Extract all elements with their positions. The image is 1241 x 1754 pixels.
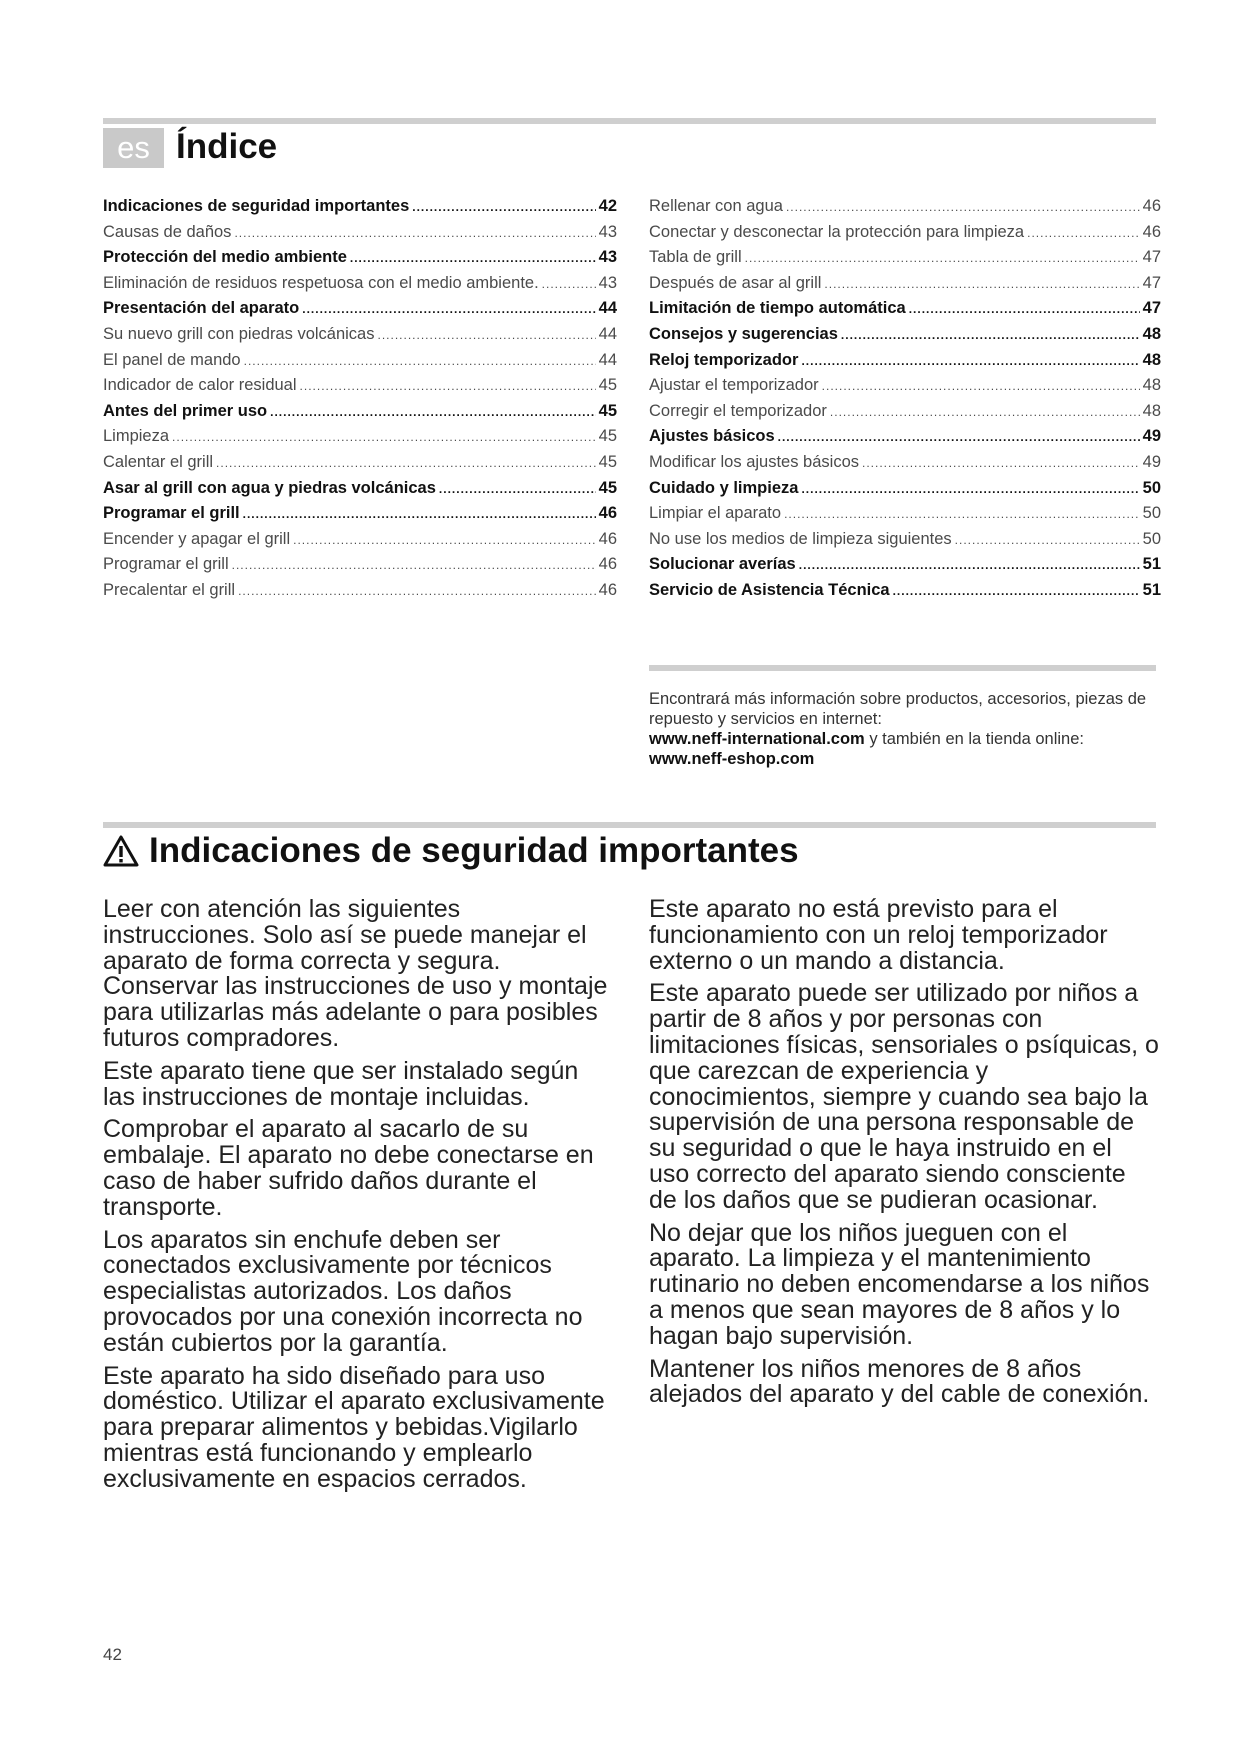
toc-page-number: 45 (598, 478, 617, 497)
toc-entry[interactable] (103, 552, 617, 578)
toc-entry[interactable] (103, 271, 617, 297)
toc-leader-dots (801, 349, 1139, 375)
toc-entry-title: Antes del primer uso (103, 401, 268, 420)
toc-page-number: 50 (1142, 504, 1161, 523)
toc-entry[interactable] (103, 399, 617, 425)
toc-leader-dots (801, 477, 1139, 503)
toc-entry-title: Modificar los ajustes básicos (649, 452, 860, 471)
toc-page-number: 51 (1142, 555, 1161, 574)
toc-entry[interactable] (649, 552, 1161, 578)
toc-entry[interactable] (103, 501, 617, 527)
toc-leader-dots (830, 400, 1140, 426)
toc-entry-title: Limpiar el aparato (649, 504, 782, 523)
warning-triangle-icon (103, 835, 139, 867)
toc-page-number: 45 (598, 452, 617, 471)
toc-entry-title: Indicador de calor residual (103, 376, 297, 395)
toc-page-number: 44 (598, 324, 617, 343)
toc-entry[interactable] (103, 578, 617, 604)
toc-entry-title: Causas de daños (103, 222, 232, 241)
page-title: Índice (176, 127, 278, 166)
toc-page-number: 48 (1142, 350, 1161, 369)
toc-entry[interactable] (103, 220, 617, 246)
toc-entry[interactable] (103, 194, 617, 220)
toc-entry-title: El panel de mando (103, 350, 241, 369)
toc-page-number: 44 (598, 299, 617, 318)
toc-entry-title: Ajustar el temporizador (649, 376, 819, 395)
safety-paragraph: Leer con atención las siguientes instrucciones. Solo así se puede manejar el aparato de forma correcta y segura. Conservar las instrucciones de uso y montaje para utilizarlas más adelante o para posibles futuros compradores. (103, 895, 608, 1052)
toc-entry[interactable] (649, 373, 1161, 399)
toc-entry[interactable] (103, 527, 617, 553)
toc-leader-dots (412, 195, 595, 221)
toc-leader-dots (784, 502, 1140, 528)
safety-paragraph: Mantener los niños menores de 8 años alejados del aparato y del cable de conexión. (649, 1354, 1150, 1409)
safety-paragraph: Comprobar el aparato al sacarlo de su embalaje. El aparato no debe conectarse en caso de haber sufrido daños durante el transporte. (103, 1115, 594, 1221)
toc-entry[interactable] (649, 578, 1161, 604)
toc-page-number: 51 (1142, 580, 1161, 599)
toc-leader-dots (350, 246, 596, 272)
toc-entry-title: Su nuevo grill con piedras volcánicas (103, 324, 375, 343)
toc-leader-dots (238, 579, 596, 605)
toc-leader-dots (893, 579, 1140, 605)
info-paragraph (649, 689, 1154, 769)
toc-entry-title: Protección del medio ambiente (103, 248, 347, 267)
toc-entry[interactable] (649, 450, 1161, 476)
toc-entry[interactable] (649, 348, 1161, 374)
toc-leader-dots (302, 297, 595, 323)
toc-entry-title: Después de asar al grill (649, 273, 822, 292)
safety-paragraph: No dejar que los niños jueguen con el aparato. La limpieza y el mantenimiento rutinario no deben encomendarse a los niños a menos que sean mayores de 8 años y lo hagan bajo supervisión. (649, 1218, 1150, 1350)
toc-page-number: 48 (1142, 376, 1161, 395)
toc-entry[interactable] (649, 194, 1161, 220)
toc-entry-title: Servicio de Asistencia Técnica (649, 580, 890, 599)
info-box (649, 689, 1154, 769)
toc-page-number: 45 (598, 427, 617, 446)
info-text: Encontrará más información sobre productos, accesorios, piezas de repuesto y servicios en internet: (649, 690, 1147, 728)
toc-leader-dots (234, 221, 595, 247)
toc-leader-dots (270, 400, 596, 426)
toc-entry[interactable] (649, 271, 1161, 297)
toc-page-number: 44 (598, 350, 617, 369)
toc-page-number: 43 (598, 222, 617, 241)
toc-entry[interactable] (649, 399, 1161, 425)
toc-entry-title: Limitación de tiempo automática (649, 299, 906, 318)
toc-entry-title: No use los medios de limpieza siguientes (649, 529, 952, 548)
toc-leader-dots (745, 246, 1140, 272)
toc-leader-dots (955, 528, 1140, 554)
toc-left-column (103, 194, 617, 604)
safety-left-column (103, 897, 613, 1500)
toc-entry-title: Cuidado y limpieza (649, 478, 799, 497)
toc-page-number: 47 (1142, 273, 1161, 292)
toc-leader-dots (216, 451, 596, 477)
toc-leader-dots (232, 553, 596, 579)
safety-heading (103, 826, 799, 876)
toc-entry-title: Consejos y sugerencias (649, 324, 838, 343)
toc-leader-dots (293, 528, 596, 554)
toc-entry-title: Indicaciones de seguridad importantes (103, 197, 410, 215)
safety-paragraph: Los aparatos sin enchufe deben ser conectados exclusivamente por técnicos especialistas autorizados. Los daños provocados por una conexión incorrecta no están cubiertos por la garantía. (103, 1225, 583, 1357)
toc-entry-title: Ajustes básicos (649, 427, 775, 446)
toc-entry[interactable] (103, 322, 617, 348)
toc-entry-title: Solucionar averías (649, 555, 796, 574)
toc-entry[interactable] (103, 373, 617, 399)
safety-paragraph: Este aparato puede ser utilizado por niños a partir de 8 años y por personas con limitaciones físicas, sensoriales o psíquicas, o que carezcan de experiencia y conocimientos, siempre y cuando sea bajo la supervisión de una persona responsable de su seguridad o que le haya instruido en el uso correcto del aparato siendo consciente de los daños que se pudieran ocasionar. (649, 979, 1159, 1214)
toc-page-number: 46 (1142, 222, 1161, 241)
toc-right-column (649, 194, 1161, 604)
eshop-link[interactable]: www.neff-eshop.com (649, 750, 815, 768)
toc-page-number: 43 (598, 248, 617, 267)
toc-page-number: 45 (598, 376, 617, 395)
safety-paragraph: Este aparato ha sido diseñado para uso doméstico. Utilizar el aparato exclusivamente para preparar alimentos y bebidas.Vigilarlo mientras está funcionando y emplearlo exclusivamente en espacios cerrados. (103, 1361, 605, 1493)
toc-leader-dots (244, 349, 596, 375)
toc-page-number: 48 (1142, 401, 1161, 420)
toc-leader-dots (378, 323, 596, 349)
toc-page-number: 46 (598, 529, 617, 548)
info-divider (649, 665, 1156, 671)
toc-leader-dots (243, 502, 596, 528)
toc-leader-dots (778, 425, 1140, 451)
language-badge: es (103, 128, 164, 168)
toc-leader-dots (841, 323, 1140, 349)
toc-entry[interactable] (649, 245, 1161, 271)
toc-page-number: 46 (598, 555, 617, 574)
toc-page-number: 48 (1142, 324, 1161, 343)
toc-leader-dots (824, 272, 1139, 298)
safety-paragraph: Este aparato tiene que ser instalado según las instrucciones de montaje incluidas. (103, 1056, 579, 1111)
toc-entry[interactable] (103, 245, 617, 271)
toc-entry-title: Programar el grill (103, 504, 240, 523)
toc-entry[interactable] (103, 296, 617, 322)
toc-entry-title: Programar el grill (103, 555, 229, 574)
toc-entry-title: Asar al grill con agua y piedras volcánicas (103, 478, 436, 497)
toc-entry[interactable] (649, 476, 1161, 502)
toc-entry-title: Eliminación de residuos respetuosa con el medio ambiente. (103, 273, 539, 292)
toc-entry[interactable] (103, 476, 617, 502)
toc-leader-dots (799, 553, 1140, 579)
toc-page-number: 46 (1142, 197, 1161, 215)
toc-leader-dots (909, 297, 1140, 323)
toc-leader-dots (822, 374, 1140, 400)
safety-right-column (649, 897, 1159, 1415)
toc-leader-dots (542, 272, 596, 298)
toc-entry-title: Rellenar con agua (649, 197, 783, 215)
toc-entry-title: Tabla de grill (649, 248, 742, 267)
toc-entry-title: Precalentar el grill (103, 580, 236, 599)
toc-leader-dots (439, 477, 596, 503)
toc-page-number: 50 (1142, 478, 1161, 497)
info-text-2: y también en la tienda online: (864, 730, 1084, 748)
toc-entry-title: Presentación del aparato (103, 299, 300, 318)
toc-page-number: 42 (598, 197, 617, 215)
toc-page-number: 43 (598, 273, 617, 292)
safety-title: Indicaciones de seguridad importantes (149, 831, 799, 870)
toc-entry-title: Corregir el temporizador (649, 401, 827, 420)
toc-leader-dots (786, 195, 1140, 221)
toc-page-number: 49 (1142, 427, 1161, 446)
toc-entry-title: Limpieza (103, 427, 170, 446)
toc-page-number: 47 (1142, 248, 1161, 267)
toc-entry[interactable] (649, 220, 1161, 246)
toc-entry[interactable] (103, 424, 617, 450)
toc-page-number: 47 (1142, 299, 1161, 318)
toc-page-number: 49 (1142, 452, 1161, 471)
toc-entry[interactable] (649, 322, 1161, 348)
toc-entry-title: Encender y apagar el grill (103, 529, 291, 548)
toc-leader-dots (1027, 221, 1140, 247)
toc-entry[interactable] (103, 348, 617, 374)
toc-entry[interactable] (649, 501, 1161, 527)
website-link[interactable]: www.neff-international.com (649, 730, 865, 748)
toc-leader-dots (300, 374, 596, 400)
toc-entry[interactable] (103, 450, 617, 476)
toc-leader-dots (172, 425, 596, 451)
toc-page-number: 50 (1142, 529, 1161, 548)
toc-page-number: 45 (598, 401, 617, 420)
page-number: 42 (103, 1645, 122, 1664)
toc-entry[interactable] (649, 527, 1161, 553)
toc-page-number: 46 (598, 504, 617, 523)
toc-entry[interactable] (649, 296, 1161, 322)
toc-entry-title: Reloj temporizador (649, 350, 799, 369)
toc-entry-title: Conectar y desconectar la protección para limpieza (649, 222, 1025, 241)
toc-entry[interactable] (649, 424, 1161, 450)
toc-page-number: 46 (598, 580, 617, 599)
toc-entry-title: Calentar el grill (103, 452, 214, 471)
toc-leader-dots (862, 451, 1140, 477)
safety-paragraph: Este aparato no está previsto para el funcionamiento con un reloj temporizador externo o un mando a distancia. (649, 895, 1108, 975)
